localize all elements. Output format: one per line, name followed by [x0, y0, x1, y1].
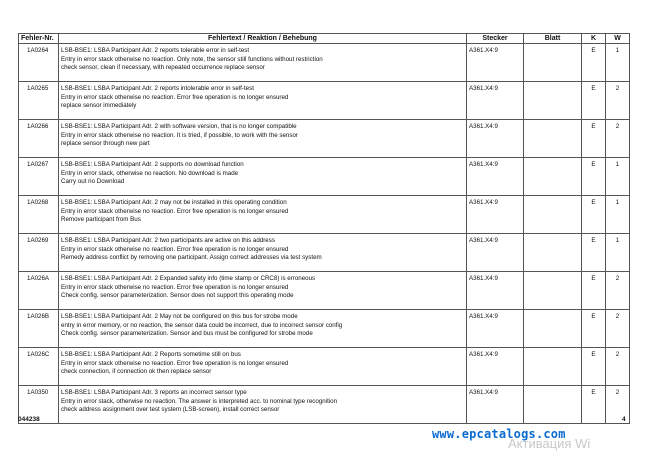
table-header-row — [19, 34, 630, 44]
connector-pin: A361.X4:9 — [467, 82, 524, 120]
sheet-ref — [524, 82, 582, 120]
w-value: 1 — [606, 158, 630, 196]
k-value: E — [582, 348, 606, 386]
error-description — [59, 310, 467, 348]
description-line: replace sensor immediately — [61, 102, 137, 110]
w-value: 2 — [606, 348, 630, 386]
error-code: 1A026C — [19, 348, 59, 386]
description-line: Entry in error stack otherwise no reaction. It is tried, if possible, to work with the sensor — [61, 131, 298, 139]
w-value: 2 — [606, 310, 630, 348]
windows-activation-text: Активация Wi — [508, 436, 591, 451]
connector-pin: A361.X4:9 — [467, 196, 524, 234]
header-w: W — [606, 34, 630, 44]
table-body — [19, 44, 630, 424]
table-row — [19, 310, 630, 348]
table-row — [19, 386, 630, 424]
error-description — [59, 196, 467, 234]
description-line: replace sensor through new part — [61, 140, 150, 148]
description-line: Check config. sensor parameterization. Sensor and bus must be configured for strobe mode — [61, 330, 313, 338]
error-code: 1A026A — [19, 272, 59, 310]
k-value: E — [582, 272, 606, 310]
error-description — [59, 44, 467, 82]
description-line: LSB-BSE1: LSBA Participant Adr. 2 Reports sometime still on bus — [61, 351, 241, 358]
w-value: 1 — [606, 44, 630, 82]
error-code: 1A026B — [19, 310, 59, 348]
description-line: LSB-BSE1: LSBA Participant Adr. 2 supports no download function — [61, 161, 244, 168]
k-value: E — [582, 158, 606, 196]
description-line: check address assignment over test system (LSB-screen), install correct sensor — [61, 406, 280, 414]
k-value: E — [582, 82, 606, 120]
description-line: Carry out no Download — [61, 178, 125, 186]
error-code: 1A0268 — [19, 196, 59, 234]
table-row — [19, 234, 630, 272]
description-line: Entry in error stack, otherwise no reaction. No download is made — [61, 169, 239, 177]
description-line: check sensor, clean if necessary, with repeated occurrence replace sensor — [61, 64, 265, 72]
sheet-ref — [524, 310, 582, 348]
sheet-ref — [524, 44, 582, 82]
sheet-ref — [524, 234, 582, 272]
description-line: LSB-BSE1: LSBA Participant Adr. 2 reports tolerable error in self-test — [61, 47, 250, 54]
k-value: E — [582, 44, 606, 82]
connector-pin: A361.X4:9 — [467, 44, 524, 82]
sheet-ref — [524, 196, 582, 234]
description-line: Entry in error stack otherwise no reaction. Only note, the sensor still functions without restriction — [61, 55, 323, 63]
error-description — [59, 348, 467, 386]
error-description — [59, 158, 467, 196]
connector-pin: A361.X4:9 — [467, 158, 524, 196]
error-code: 1A0269 — [19, 234, 59, 272]
header-error-number: Fehler-Nr. — [19, 34, 59, 44]
description-line: check connection, if connection ok then replace sensor — [61, 368, 212, 376]
k-value: E — [582, 234, 606, 272]
w-value: 2 — [606, 386, 630, 424]
table-row — [19, 272, 630, 310]
table-row — [19, 120, 630, 158]
k-value: E — [582, 386, 606, 424]
error-description — [59, 272, 467, 310]
connector-pin: A361.X4:9 — [467, 234, 524, 272]
sheet-ref — [524, 386, 582, 424]
sheet-ref — [524, 348, 582, 386]
error-description — [59, 386, 467, 424]
description-line: Entry in error stack otherwise no reaction. Error free operation is no longer ensured — [61, 207, 289, 215]
error-description — [59, 120, 467, 158]
k-value: E — [582, 310, 606, 348]
error-code: 1A0350 — [19, 386, 59, 424]
table-row — [19, 348, 630, 386]
description-line: Entry in error stack, otherwise no reaction. The answer is interpreted acc. to nominal type recognition — [61, 397, 338, 405]
table-row — [19, 196, 630, 234]
connector-pin: A361.X4:9 — [467, 272, 524, 310]
description-line: LSB-BSE1: LSBA Participant Adr. 2 with software version, that is no longer compatible — [61, 123, 297, 130]
description-line: Remedy address conflict by removing one participant. Assign correct addresses via test system — [61, 254, 322, 262]
description-line: Check config. sensor parameterization. Sensor does not support this operating mode — [61, 292, 294, 300]
w-value: 2 — [606, 82, 630, 120]
description-line: Entry in error stack otherwise no reaction. Error free operation is no longer ensured — [61, 283, 289, 291]
table-row — [19, 158, 630, 196]
description-line: Remove participant from Bus — [61, 216, 141, 224]
error-description — [59, 234, 467, 272]
header-connector: Stecker — [467, 34, 524, 44]
error-code: 1A0267 — [19, 158, 59, 196]
k-value: E — [582, 120, 606, 158]
description-line: LSB-BSE1: LSBA Participant Adr. 2 reports intolerable error in self-test — [61, 85, 254, 92]
document-number: 044238 — [18, 416, 40, 423]
description-line: Entry in error stack otherwise no reaction. Error free operation is no longer ensured — [61, 93, 289, 101]
w-value: 2 — [606, 272, 630, 310]
w-value: 2 — [606, 120, 630, 158]
watermark-text: www.epcatalogs.com — [432, 427, 566, 441]
sheet-ref — [524, 120, 582, 158]
error-code: 1A0265 — [19, 82, 59, 120]
w-value: 1 — [606, 234, 630, 272]
error-code: 1A0266 — [19, 120, 59, 158]
description-line: Entry in error stack otherwise no reaction. Error free operation is no longer ensured — [61, 245, 289, 253]
description-line: LSB-BSE1: LSBA Participant Adr. 2 May not be configured on this bus for strobe mode — [61, 313, 298, 320]
header-error-text: Fehlertext / Reaktion / Behebung — [59, 34, 467, 44]
page-number: 4 — [622, 416, 626, 423]
table-row — [19, 82, 630, 120]
error-code: 1A0264 — [19, 44, 59, 82]
table-row — [19, 44, 630, 82]
header-sheet: Blatt — [524, 34, 582, 44]
description-line: entry in error memory, or no reaction, the sensor data could be incorrect, due to incorrect sensor config — [61, 321, 343, 329]
connector-pin: A361.X4:9 — [467, 386, 524, 424]
sheet-ref — [524, 158, 582, 196]
error-description — [59, 82, 467, 120]
w-value: 1 — [606, 196, 630, 234]
description-line: LSB-BSE1: LSBA Participant Adr. 2 may not be installed in this operating condition — [61, 199, 287, 206]
description-line: LSB-BSE1: LSBA Participant Adr. 2 Expanded safety info (time stamp or CRC8) is erroneous — [61, 275, 316, 282]
error-code-table — [18, 33, 630, 424]
k-value: E — [582, 196, 606, 234]
sheet-ref — [524, 272, 582, 310]
description-line: LSB-BSE1: LSBA Participant Adr. 2 two participants are active on this address — [61, 237, 275, 244]
connector-pin: A361.X4:9 — [467, 120, 524, 158]
description-line: Entry in error stack otherwise no reaction. Error free operation is no longer ensured — [61, 359, 289, 367]
header-k: K — [582, 34, 606, 44]
connector-pin: A361.X4:9 — [467, 348, 524, 386]
description-line: LSB-BSE1: LSBA Participant Adr. 3 reports an incorrect sensor type — [61, 389, 247, 396]
connector-pin: A361.X4:9 — [467, 310, 524, 348]
